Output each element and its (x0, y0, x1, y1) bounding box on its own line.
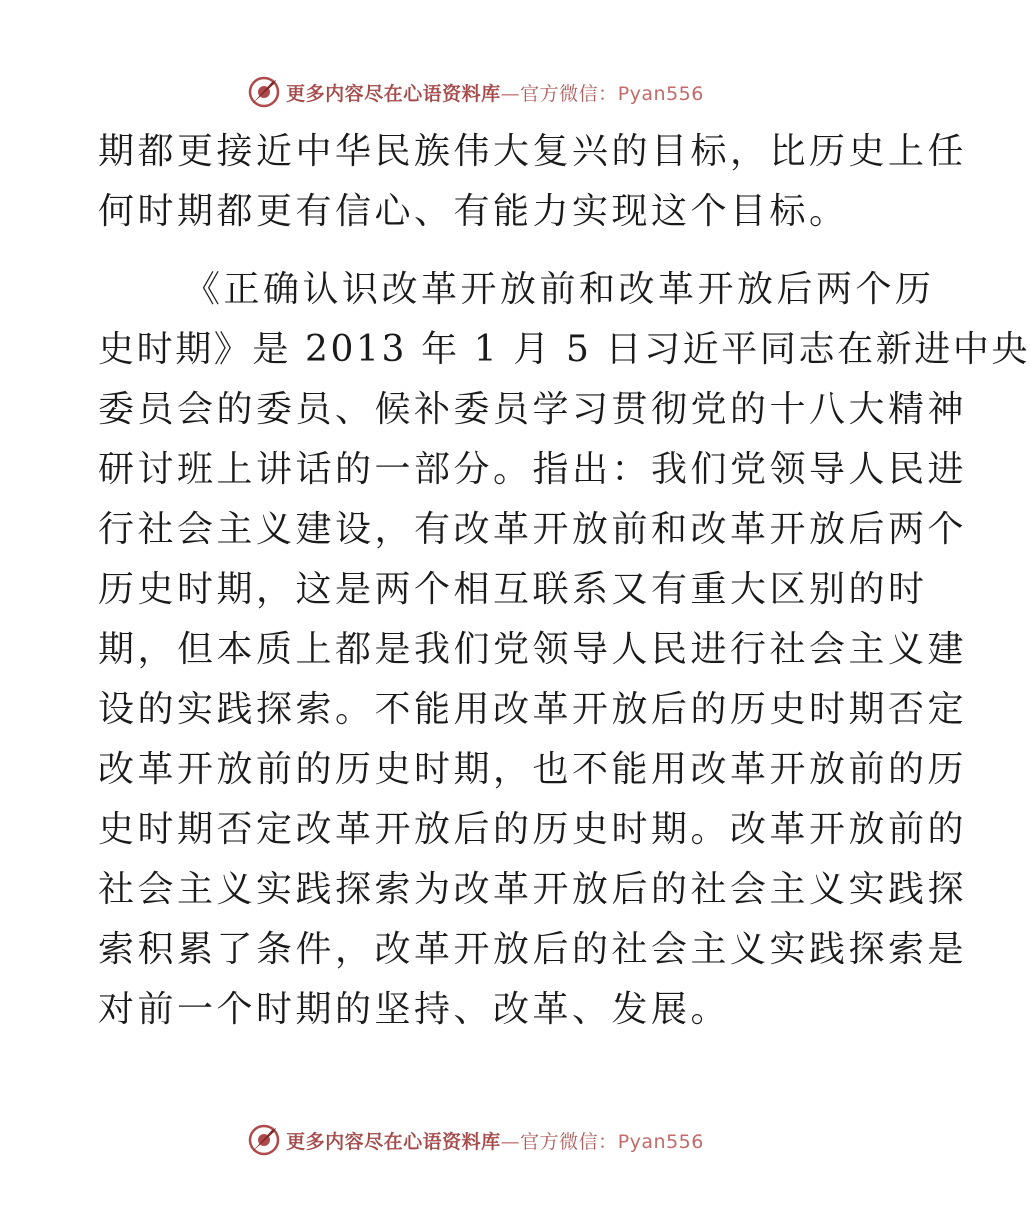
document-body (98, 122, 1030, 1040)
watermark-separator: — (500, 1130, 521, 1153)
text-line: 史时期》是 2013 年 1 月 5 日习近平同志在新进中央 (98, 329, 1030, 370)
text-line: 委员会的委员、候补委员学习贯彻党的十八大精神 (98, 389, 968, 430)
watermark-text (286, 79, 704, 106)
text-line: 索积累了条件，改革开放后的社会主义实践探索是 (98, 929, 968, 970)
text-line: 何时期都更有信心、有能力实现这个目标。 (98, 191, 849, 232)
text-line: 改革开放前的历史时期，也不能用改革开放前的历 (98, 749, 968, 790)
watermark-main: 更多内容尽在心语资料库 (286, 1130, 501, 1153)
watermark-separator: — (500, 82, 521, 105)
text-line: 期，但本质上都是我们党领导人民进行社会主义建 (98, 629, 968, 670)
text-line: 社会主义实践探索为改革开放后的社会主义实践探 (98, 869, 968, 910)
text-line: 期都更接近中华民族伟大复兴的目标，比历史上任 (98, 131, 968, 172)
watermark-id: Pyan556 (617, 82, 704, 105)
watermark-id: Pyan556 (617, 1130, 704, 1153)
text-line: 研讨班上讲话的一部分。指出：我们党领导人民进 (98, 449, 968, 490)
text-line: 设的实践探索。不能用改革开放后的历史时期否定 (98, 689, 968, 730)
watermark-main: 更多内容尽在心语资料库 (286, 82, 501, 105)
quill-logo-icon (246, 1122, 282, 1158)
watermark-text (286, 1127, 704, 1154)
text-line: 《正确认识改革开放前和改革开放后两个历 (184, 269, 935, 310)
text-line: 行社会主义建设，有改革开放前和改革开放后两个 (98, 509, 968, 550)
text-line: 史时期否定改革开放后的历史时期。改革开放前的 (98, 809, 968, 850)
watermark-label: 官方微信： (520, 82, 618, 105)
quill-logo-icon (246, 74, 282, 110)
footer-watermark (0, 1120, 950, 1160)
watermark-label: 官方微信： (520, 1130, 618, 1153)
header-watermark (0, 72, 950, 112)
text-line: 历史时期，这是两个相互联系又有重大区别的时 (98, 569, 928, 610)
text-line: 对前一个时期的坚持、改革、发展。 (98, 989, 731, 1030)
